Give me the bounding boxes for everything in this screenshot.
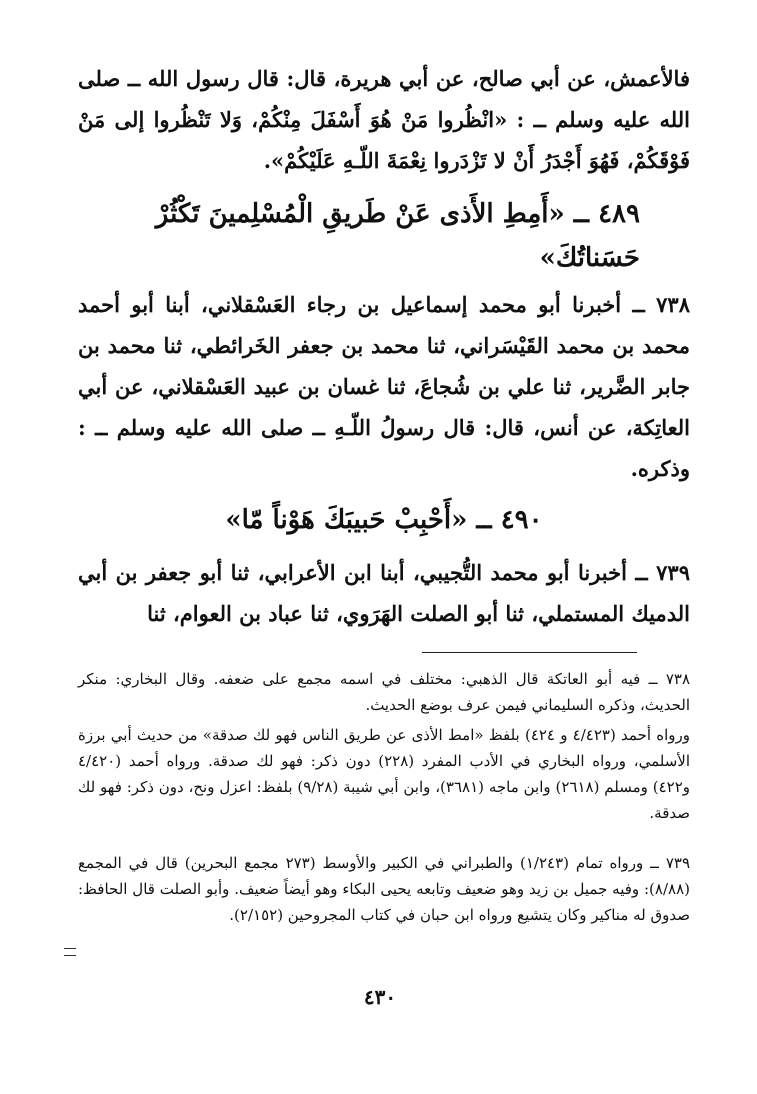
footnote-738-sources: ورواه أحمد (٤/٤٢٣ و ٤٢٤) بلفظ «امط الأذى عن طريق الناس فهو لك صدقة» من حديث أبي برزة الأسلمي، ورواه البخاري في الأدب المفرد (٢٢٨) دون ذكر: فهو لك صدقة. ورواه أحمد (٤/٤٢٠ و٤٢٢) ومسلم (٢٦١٨) وابن ماجه (٣٦٨١)، وابن أبي شيبة (٩/٢٨) بلفظ: اعزل ونح، دون ذكر: فهو لك صدقة. [78,726,690,822]
footnote-739: ٧٣٩ ــ ورواه تمام (١/٢٤٣) والطبراني في الكبير والأوسط (٢٧٣ مجمع البحرين) قال في المجمع (٨/٨٨): وفيه جميل بن زيد وهو ضعيف وتابعه يحيى البكاء وهو أيضاً ضعيف. وأبو الصلت قال الحافظ: صدوق له مناكير وكان يتشيع ورواه ابن حبان في كتاب المجروحين (٢/١٥٢). [78,854,690,924]
footnote-738-narrator: ٧٣٨ ــ فيه أبو العاتكة قال الذهبي: مختلف في اسمه مجمع على ضعفه. وقال البخاري: منكر الحديث، وذكره السليماني فيمن عرف بوضع الحديث. [78,670,690,714]
hadith-heading-490: ٤٩٠ ــ «أَحْبِبْ حَبيبَكَ هَوْناً مّا» [225,505,543,535]
hadith-chain-738: ٧٣٨ ــ أخبرنا أبو محمد إسماعيل بن رجاء العَسْقلاني، أبنا أبو أحمد محمد بن محمد القَيْسَراني، ثنا محمد بن جعفر الخَرائطي، ثنا محمد بن جابر الضَّرير، ثنا علي بن شُجاعَ، ثنا غسان بن عبيد العَسْقلاني، عن أبي العاتِكة، عن أنس، قال: قال رسولُ اللّـهِ ــ صلى الله عليه وسلم ــ : وذكره. [78,292,690,481]
page-number: ٤٣٠ [363,985,397,1009]
hadith-heading-489: ٤٨٩ ــ «أَمِطِ الأَذى عَنْ طَريقِ الْمُسْلِمينَ تَكْثُرْ حَسَناتُكَ» [155,199,640,273]
margin-mark [64,948,76,956]
paragraph-continuation: فالأعمش، عن أبي صالح، عن أبي هريرة، قال: قال رسول الله ــ صلى الله عليه وسلم ــ : «انْظُروا مَنْ هُوَ أَسْفَلَ مِنْكُمْ، وَلا تَنْظُروا إلى مَنْ فَوْقَكُمْ، فَهُوَ أَجْدَرُ أَنْ لا تَزْدَروا نِعْمَةَ اللّـهِ عَلَيْكُمْ». [78,66,690,173]
footnote-divider [422,652,637,653]
hadith-chain-739: ٧٣٩ ــ أخبرنا أبو محمد التُّجيبي، أبنا ابن الأعرابي، ثنا أبو جعفر بن أبي الدميك المستملي، ثنا أبو الصلت الهَرَوي، ثنا عباد بن العوام، ثنا [78,560,690,626]
